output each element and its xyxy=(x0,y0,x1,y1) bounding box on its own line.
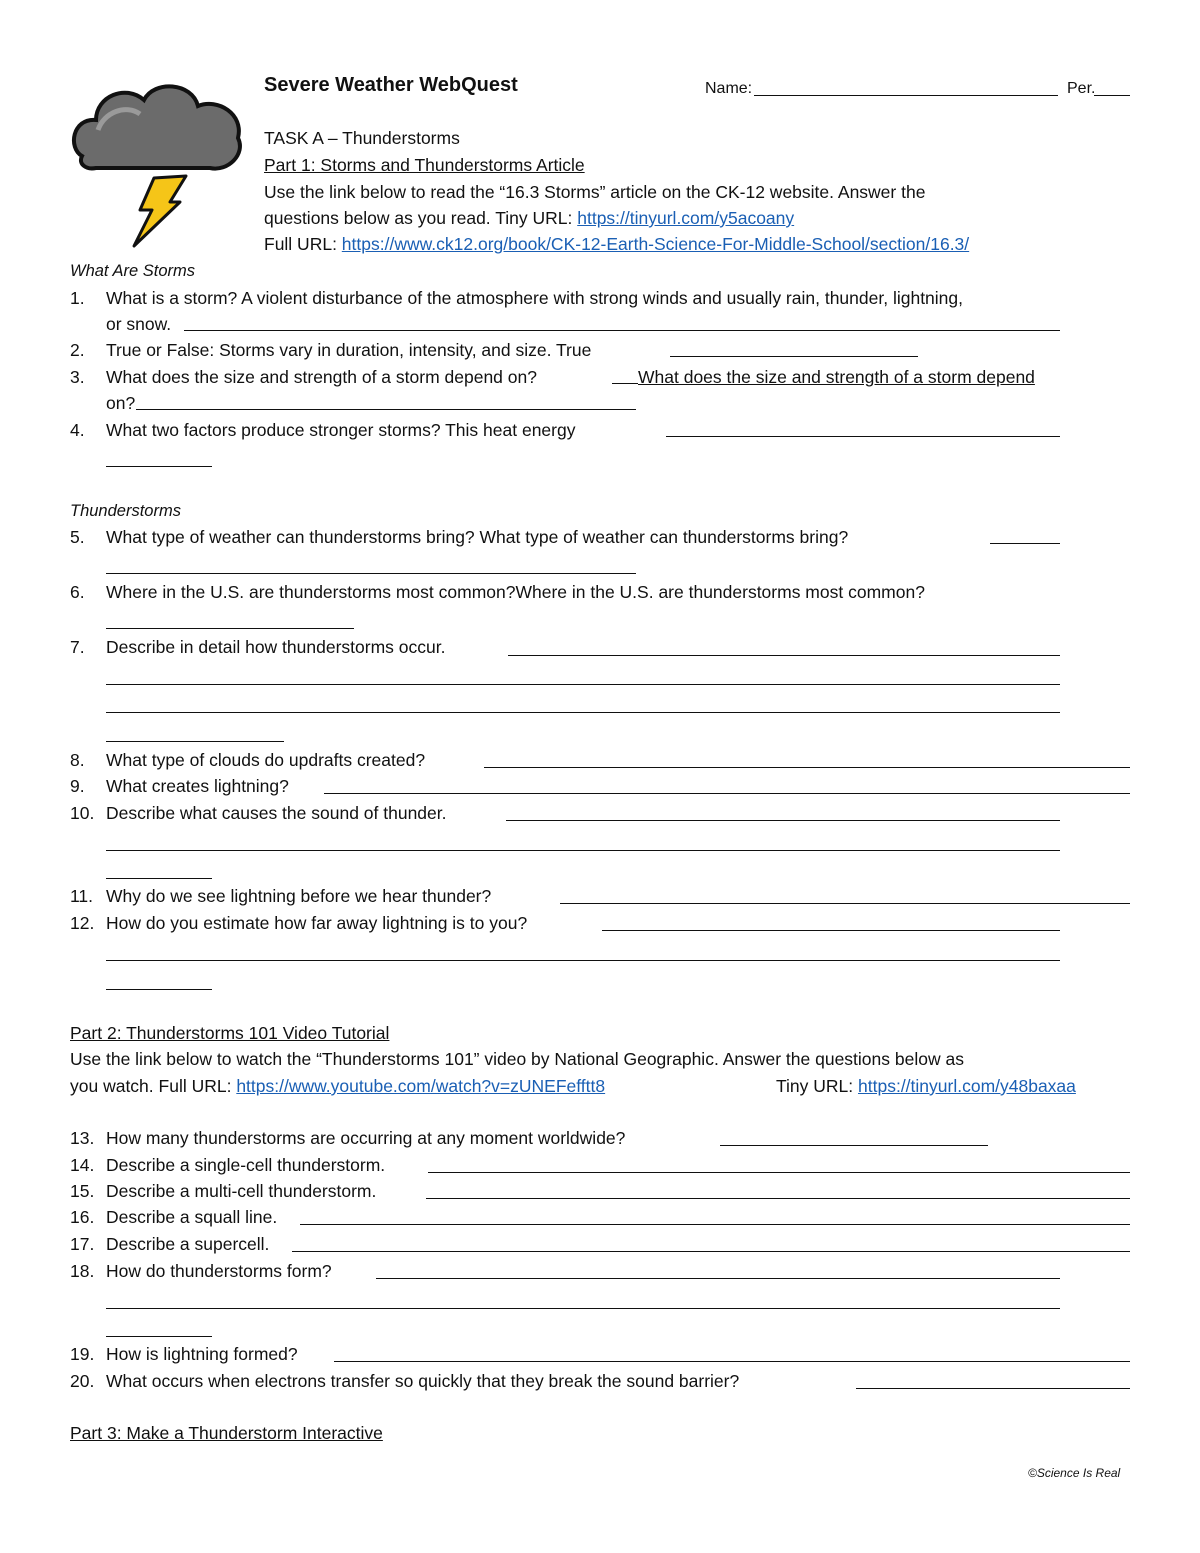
question-number: 1. xyxy=(70,288,85,308)
section-what-are-storms: What Are Storms xyxy=(70,262,195,280)
period-field[interactable] xyxy=(1094,95,1130,96)
answer-line[interactable] xyxy=(106,684,1060,685)
answer-line[interactable] xyxy=(666,436,1060,437)
answer-line[interactable] xyxy=(106,1308,1060,1309)
question-text: True or False: Storms vary in duration, intensity, and size. True xyxy=(106,340,592,360)
question-number: 10. xyxy=(70,803,95,823)
question-text: Describe a squall line. xyxy=(106,1207,278,1227)
intro-line-3 xyxy=(264,231,969,257)
copyright-footer: ©Science Is Real xyxy=(1028,1466,1121,1480)
tiny-url-link-2[interactable]: https://tinyurl.com/y48baxaa xyxy=(858,1076,1076,1096)
question-text: What two factors produce stronger storms? This heat energy xyxy=(106,420,576,440)
answer-line[interactable] xyxy=(426,1198,1130,1199)
question-number: 19. xyxy=(70,1344,95,1364)
question-text-cont: on? xyxy=(106,393,136,413)
answer-line[interactable] xyxy=(334,1361,1130,1362)
answer-line[interactable] xyxy=(300,1224,1130,1225)
answer-line[interactable] xyxy=(106,878,212,879)
question-answer: What does the size and strength of a storm depend xyxy=(638,367,1035,387)
intro-line-2 xyxy=(264,205,794,231)
question-text: Why do we see lightning before we hear thunder? xyxy=(106,886,492,906)
question-text-cont: or snow. xyxy=(106,314,172,334)
question-number: 8. xyxy=(70,750,85,770)
question-number: 11. xyxy=(70,886,94,906)
question-number: 14. xyxy=(70,1155,95,1175)
section-thunderstorms: Thunderstorms xyxy=(70,502,181,520)
question-number: 12. xyxy=(70,913,95,933)
question-number: 5. xyxy=(70,527,85,547)
part2-heading: Part 2: Thunderstorms 101 Video Tutorial xyxy=(70,1023,390,1043)
question-number: 7. xyxy=(70,637,85,657)
part2-line-1: Use the link below to watch the “Thunderstorms 101” video by National Geographic. Answer the questions below as xyxy=(70,1049,964,1069)
answer-line[interactable] xyxy=(506,820,1060,821)
answer-line[interactable] xyxy=(106,712,1060,713)
part2-line-2 xyxy=(70,1073,605,1099)
name-field[interactable] xyxy=(754,95,1058,96)
question-text: What does the size and strength of a storm depend on? xyxy=(106,367,537,387)
question-number: 3. xyxy=(70,367,85,387)
question-text: How do you estimate how far away lightning is to you? xyxy=(106,913,528,933)
answer-line[interactable] xyxy=(856,1388,1130,1389)
part1-heading: Part 1: Storms and Thunderstorms Article xyxy=(264,155,585,175)
question-text: How is lightning formed? xyxy=(106,1344,298,1364)
question-number: 4. xyxy=(70,420,85,440)
answer-line[interactable] xyxy=(106,989,212,990)
answer-line[interactable] xyxy=(508,655,1060,656)
answer-line[interactable] xyxy=(106,1336,212,1337)
task-heading: TASK A – Thunderstorms xyxy=(264,128,460,148)
question-text: Describe a multi-cell thunderstorm. xyxy=(106,1181,377,1201)
question-number: 9. xyxy=(70,776,85,796)
question-number: 18. xyxy=(70,1261,95,1281)
question-text: Describe a single-cell thunderstorm. xyxy=(106,1155,386,1175)
question-text: Describe a supercell. xyxy=(106,1234,270,1254)
full-url-label: Full URL: xyxy=(264,234,342,254)
answer-line[interactable] xyxy=(560,903,1130,904)
question-text: Describe what causes the sound of thunder. xyxy=(106,803,447,823)
question-number: 6. xyxy=(70,582,85,602)
answer-line[interactable] xyxy=(136,409,636,410)
question-text: What creates lightning? xyxy=(106,776,289,796)
question-text: Describe in detail how thunderstorms occur. xyxy=(106,637,446,657)
answer-line[interactable] xyxy=(720,1145,988,1146)
period-label: Per. xyxy=(1067,80,1096,97)
question-number: 16. xyxy=(70,1207,95,1227)
answer-line[interactable] xyxy=(602,930,1060,931)
storm-cloud-lightning-icon xyxy=(68,78,246,250)
answer-line[interactable] xyxy=(324,793,1130,794)
part2-line-2-text: you watch. Full URL: xyxy=(70,1076,237,1096)
answer-line[interactable] xyxy=(106,850,1060,851)
answer-line[interactable] xyxy=(106,960,1060,961)
question-text: Where in the U.S. are thunderstorms most common?Where in the U.S. are thunderstorms most common? xyxy=(106,582,925,602)
answer-line[interactable] xyxy=(612,383,638,384)
intro-line-1: Use the link below to read the “16.3 Storms” article on the CK-12 website. Answer the xyxy=(264,182,926,202)
full-url-link[interactable]: https://www.ck12.org/book/CK-12-Earth-Science-For-Middle-School/section/16.3/ xyxy=(341,234,970,254)
answer-line[interactable] xyxy=(106,741,284,742)
question-text: What type of weather can thunderstorms bring? What type of weather can thunderstorms bring? xyxy=(106,527,849,547)
question-text: How many thunderstorms are occurring at any moment worldwide? xyxy=(106,1128,626,1148)
question-text: What is a storm? A violent disturbance of the atmosphere with strong winds and usually rain, thunder, lightning, xyxy=(106,288,964,308)
question-text: How do thunderstorms form? xyxy=(106,1261,332,1281)
answer-line[interactable] xyxy=(292,1251,1130,1252)
intro-line-2-text: questions below as you read. Tiny URL: xyxy=(264,208,578,228)
question-1 xyxy=(70,285,85,311)
question-number: 17. xyxy=(70,1234,95,1254)
answer-line[interactable] xyxy=(106,628,354,629)
part3-heading: Part 3: Make a Thunderstorm Interactive xyxy=(70,1423,383,1443)
answer-line[interactable] xyxy=(990,543,1060,544)
tiny-url-link[interactable]: https://tinyurl.com/y5acoany xyxy=(577,208,795,228)
answer-line[interactable] xyxy=(106,573,636,574)
question-number: 20. xyxy=(70,1371,95,1391)
question-text: What occurs when electrons transfer so quickly that they break the sound barrier? xyxy=(106,1371,740,1391)
question-text: What type of clouds do updrafts created? xyxy=(106,750,426,770)
answer-line[interactable] xyxy=(484,767,1130,768)
question-number: 13. xyxy=(70,1128,95,1148)
youtube-url-link[interactable]: https://www.youtube.com/watch?v=zUNEFefftt8 xyxy=(236,1076,606,1096)
question-number: 2. xyxy=(70,340,85,360)
name-label: Name: xyxy=(705,80,753,97)
answer-line[interactable] xyxy=(376,1278,1060,1279)
answer-line[interactable] xyxy=(670,356,918,357)
tiny-url-label: Tiny URL: xyxy=(776,1076,859,1096)
part2-tiny xyxy=(776,1073,1076,1099)
answer-line[interactable] xyxy=(106,466,212,467)
page-title: Severe Weather WebQuest xyxy=(264,74,518,96)
question-number: 15. xyxy=(70,1181,95,1201)
answer-line[interactable] xyxy=(184,330,1060,331)
answer-line[interactable] xyxy=(428,1172,1130,1173)
